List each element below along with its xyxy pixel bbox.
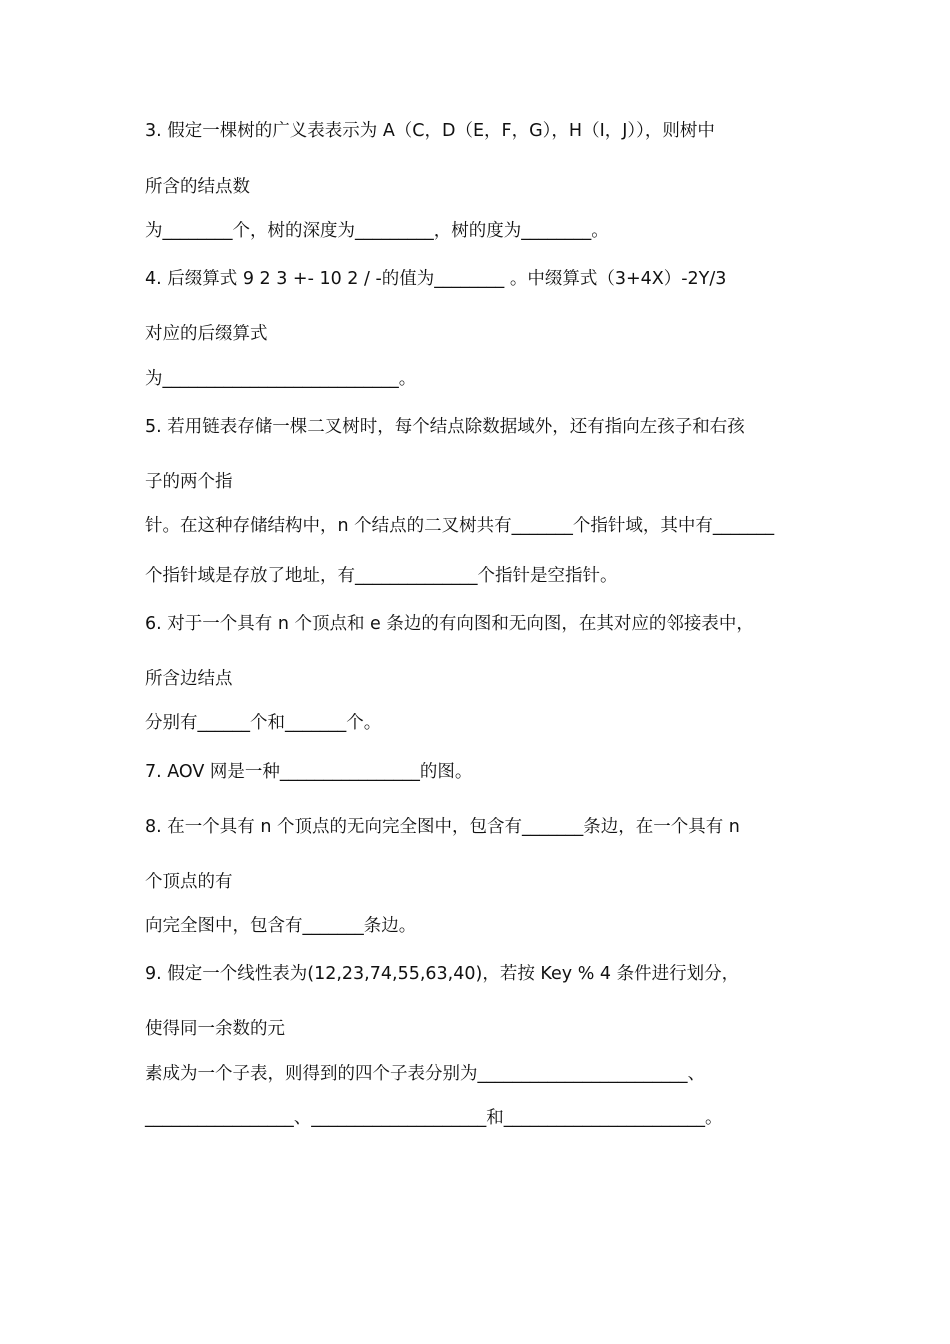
- question-9-line-2: 使得同一余数的元: [145, 1019, 285, 1039]
- question-6-line-2: 所含边结点: [145, 669, 233, 689]
- question-4-line-2: 对应的后缀算式: [145, 324, 268, 344]
- question-9-line-3: 素成为一个子表，则得到的四个子表分别为________________________、: [145, 1064, 705, 1084]
- question-7-line-1: 7. AOV 网是一种________________的图。: [145, 762, 473, 782]
- question-6-line-3: 分别有______个和_______个。: [145, 713, 382, 733]
- question-4-line-3: 为___________________________。: [145, 369, 417, 389]
- question-3-line-1: 3. 假定一棵树的广义表表示为 A（C，D（E，F，G），H（I，J）），则树中: [145, 121, 715, 141]
- question-9-line-4: _________________、____________________和_______________________。: [145, 1108, 723, 1128]
- question-5-line-2: 子的两个指: [145, 472, 233, 492]
- question-8-line-2: 个顶点的有: [145, 872, 233, 892]
- question-3-line-3: 为________个，树的深度为_________，树的度为________。: [145, 221, 609, 241]
- question-6-line-1: 6. 对于一个具有 n 个顶点和 e 条边的有向图和无向图，在其对应的邻接表中，: [145, 614, 754, 634]
- question-8-line-1: 8. 在一个具有 n 个顶点的无向完全图中，包含有_______条边，在一个具有 n: [145, 817, 740, 837]
- question-3-line-2: 所含的结点数: [145, 177, 250, 197]
- question-8-line-3: 向完全图中，包含有_______条边。: [145, 916, 417, 936]
- question-9-line-1: 9. 假定一个线性表为(12,23,74,55,63,40)，若按 Key % 4 条件进行划分，: [145, 964, 740, 984]
- question-5-line-4: 个指针域是存放了地址，有______________个指针是空指针。: [145, 566, 618, 586]
- question-5-line-1: 5. 若用链表存储一棵二叉树时，每个结点除数据域外，还有指向左孩子和右孩: [145, 417, 745, 437]
- question-5-line-3: 针。在这种存储结构中，n 个结点的二叉树共有_______个指针域，其中有_______: [145, 516, 775, 536]
- question-4-line-1: 4. 后缀算式 9 2 3 +- 10 2 / -的值为________ 。中缀算式（3+4X）-2Y/3: [145, 269, 727, 289]
